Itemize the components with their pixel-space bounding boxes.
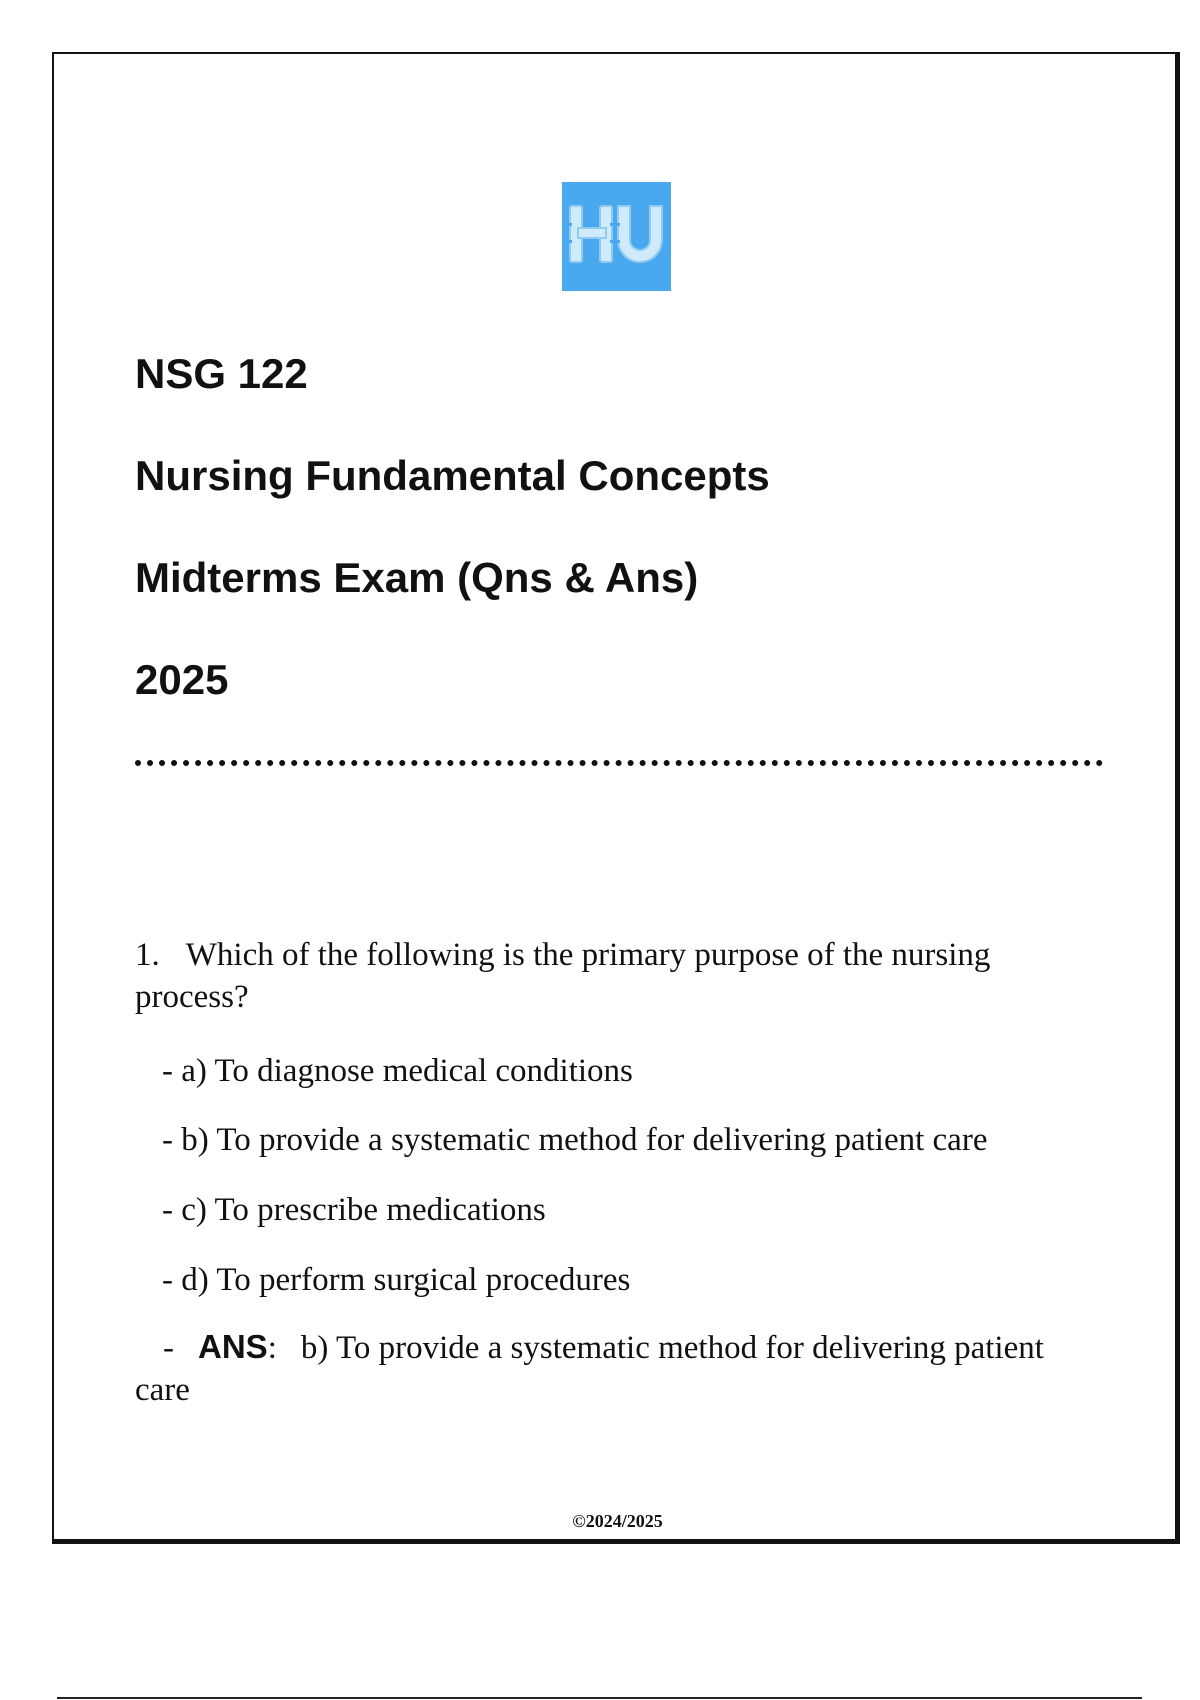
- exam-year: 2025: [135, 656, 229, 703]
- dotted-divider: [135, 760, 1103, 766]
- answer-text: b) To provide a systematic method for delivering patient care: [135, 1330, 1044, 1408]
- bottom-rule: [57, 1697, 1142, 1699]
- hu-logo-graphic: [562, 182, 671, 291]
- option-d: - d) To perform surgical procedures: [162, 1262, 631, 1298]
- answer-dash: -: [163, 1330, 174, 1366]
- course-code: NSG 122: [135, 350, 308, 397]
- copyright-footer: ©2024/2025: [572, 1511, 663, 1531]
- course-title: Nursing Fundamental Concepts: [135, 452, 770, 499]
- question-number: 1.: [135, 937, 160, 973]
- answer-line: [135, 1326, 1085, 1411]
- answer-label: ANS: [198, 1328, 268, 1365]
- option-a: - a) To diagnose medical conditions: [162, 1053, 633, 1089]
- option-b: - b) To provide a systematic method for delivering patient care: [162, 1122, 988, 1158]
- answer-colon: :: [267, 1330, 277, 1366]
- exam-title: Midterms Exam (Qns & Ans): [135, 554, 699, 601]
- option-c: - c) To prescribe medications: [162, 1192, 546, 1228]
- hu-logo: [562, 182, 671, 291]
- question-text: Which of the following is the primary purpose of the nursing process?: [135, 937, 991, 1015]
- question-1: [135, 934, 1085, 1018]
